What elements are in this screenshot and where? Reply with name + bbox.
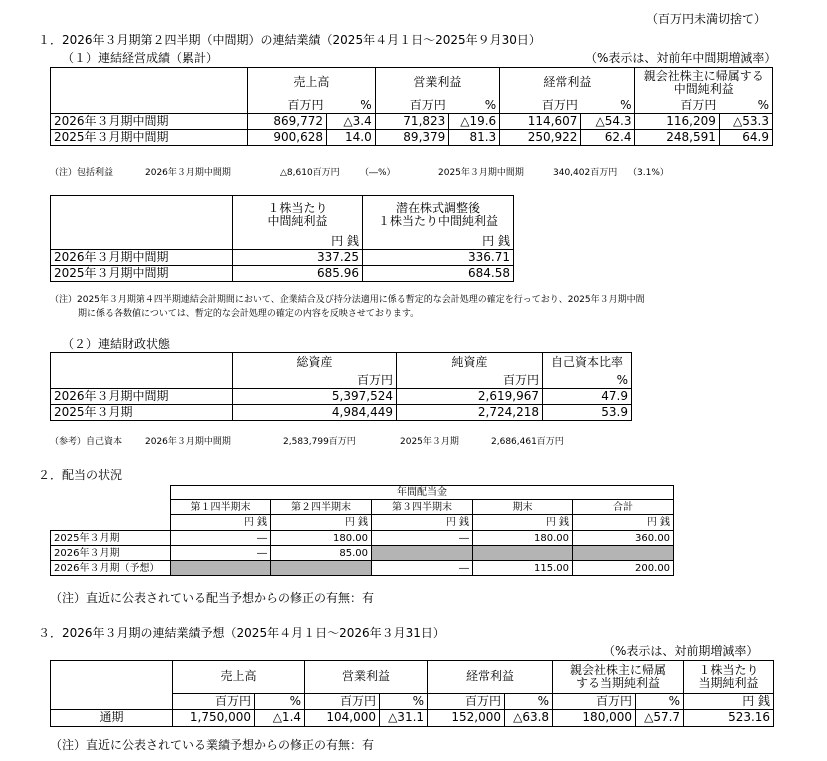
data-cell: 684.58 xyxy=(363,266,514,282)
col-net-income xyxy=(553,661,684,694)
col-diluted-eps-line1: 潜在株式調整後 xyxy=(395,200,480,215)
unit-cell: % xyxy=(255,694,305,710)
data-cell: 71,823 xyxy=(375,114,449,130)
row-label: 2025年３月期中間期 xyxy=(51,130,248,146)
table-row xyxy=(51,250,514,266)
forecast-table xyxy=(50,660,774,727)
header-blank xyxy=(51,661,173,710)
data-cell: 64.9 xyxy=(719,130,772,146)
data-cell: 523.16 xyxy=(684,710,774,727)
unit-cell: 百万円 xyxy=(305,694,380,710)
data-cell: 360.00 xyxy=(573,531,674,546)
data-cell: 114,607 xyxy=(500,114,581,130)
data-cell: 2,619,967 xyxy=(397,389,543,405)
unit-cell: 円 銭 xyxy=(271,515,372,531)
row-label: 2026年３月期中間期 xyxy=(51,250,233,266)
col-operating-income: 営業利益 xyxy=(375,68,499,98)
header-blank xyxy=(51,353,233,389)
unit-cell: % xyxy=(505,694,553,710)
data-cell: 5,397,524 xyxy=(233,389,397,405)
col-diluted-eps-line2: １株当たり中間純利益 xyxy=(377,213,498,228)
unit-cell: 百万円 xyxy=(173,694,255,710)
row-label: 2025年３月期 xyxy=(51,405,233,421)
data-cell: △1.4 xyxy=(255,710,305,727)
forecast-revision-note: （注）直近に公表されている業績予想からの修正の有無：有 xyxy=(50,738,375,752)
data-cell: 4,984,449 xyxy=(233,405,397,421)
col-q1-end: 第１四半期末 xyxy=(171,500,271,515)
dividend-revision-note: （注）直近に公表されている配当予想からの修正の有無：有 xyxy=(50,591,375,605)
shaded-cell xyxy=(271,561,372,576)
data-cell: △57.7 xyxy=(636,710,684,727)
unit-cell: 百万円 xyxy=(635,98,719,114)
comprehensive-income-value2: 340,402百万円 xyxy=(553,168,618,178)
equity-ref-value1: 2,583,799百万円 xyxy=(283,437,356,447)
table-row xyxy=(51,405,632,421)
unit-cell: % xyxy=(449,98,500,114)
unit-cell: 円 銭 xyxy=(171,515,271,531)
data-cell: △31.1 xyxy=(380,710,428,727)
unit-cell: % xyxy=(636,694,684,710)
data-cell: ― xyxy=(171,531,271,546)
data-cell: 180,000 xyxy=(553,710,636,727)
row-label: 2026年３月期中間期 xyxy=(51,114,248,130)
unit-cell: % xyxy=(581,98,635,114)
eps-table xyxy=(50,195,514,282)
unit-cell: 百万円 xyxy=(500,98,581,114)
col-net-income-line1: 親会社株主に帰属する xyxy=(643,68,764,83)
data-cell: 152,000 xyxy=(428,710,505,727)
row-label: 2025年３月期中間期 xyxy=(51,266,233,282)
data-cell: 250,922 xyxy=(500,130,581,146)
data-cell: △53.3 xyxy=(719,114,772,130)
data-cell: 89,379 xyxy=(375,130,449,146)
col-sales: 売上高 xyxy=(173,661,305,694)
equity-ref-value2: 2,686,461百万円 xyxy=(491,437,564,447)
unit-note: （百万円未満切捨て） xyxy=(646,12,767,26)
shaded-cell xyxy=(171,561,271,576)
unit-cell: 円 銭 xyxy=(473,515,573,531)
unit-cell: % xyxy=(380,694,428,710)
data-cell: 869,772 xyxy=(247,114,326,130)
data-cell: △63.8 xyxy=(505,710,553,727)
data-cell: 81.3 xyxy=(449,130,500,146)
data-cell: ― xyxy=(171,546,271,561)
comprehensive-income-value1: △8,610百万円 xyxy=(280,168,340,178)
table-row xyxy=(51,561,674,576)
eps-note-line1: （注）2025年３月期第４四半期連結会計期間において、企業結合及び持分法適用に係る暫定的な会計処理の確定を行っており、2025年３月期中間 xyxy=(50,295,645,305)
comprehensive-income-period2: 2025年３月期中間期 xyxy=(438,168,524,178)
col-q3-end: 第３四半期末 xyxy=(372,500,473,515)
col-eps-line1: １株当たり xyxy=(267,200,328,215)
col-eps-line2: 当期純利益 xyxy=(698,676,759,690)
col-net-income-line2: 中間純利益 xyxy=(673,81,734,96)
col-diluted-eps xyxy=(363,196,514,234)
table-row xyxy=(51,130,773,146)
unit-cell: 百万円 xyxy=(233,373,397,389)
data-cell: 900,628 xyxy=(247,130,326,146)
unit-cell: % xyxy=(719,98,772,114)
col-eps-line1: １株当たり xyxy=(698,662,759,677)
data-cell: 62.4 xyxy=(581,130,635,146)
row-label: 2025年３月期 xyxy=(51,531,171,546)
col-net-income-line2: する当期純利益 xyxy=(576,676,661,690)
data-cell: 337.25 xyxy=(233,250,363,266)
row-label: 2026年３月期（予想） xyxy=(51,561,171,576)
col-net-income xyxy=(635,68,773,98)
row-label: 2026年３月期 xyxy=(51,546,171,561)
equity-ref-period1: 2026年３月期中間期 xyxy=(145,437,231,447)
unit-cell: 百万円 xyxy=(247,98,326,114)
col-net-income-line1: 親会社株主に帰属 xyxy=(570,662,667,677)
data-cell: 1,750,000 xyxy=(173,710,255,727)
unit-cell: % xyxy=(326,98,375,114)
comprehensive-income-period1: 2026年３月期中間期 xyxy=(145,168,231,178)
col-year-end: 期末 xyxy=(473,500,573,515)
data-cell: 685.96 xyxy=(233,266,363,282)
dividends-table xyxy=(50,485,674,576)
sub2-title: （２）連結財政状態 xyxy=(62,337,171,351)
data-cell: 116,209 xyxy=(635,114,719,130)
unit-cell: 円 銭 xyxy=(573,515,674,531)
shaded-cell xyxy=(473,546,573,561)
data-cell: △19.6 xyxy=(449,114,500,130)
data-cell: 14.0 xyxy=(326,130,375,146)
col-sales: 売上高 xyxy=(247,68,375,98)
data-cell: 115.00 xyxy=(473,561,573,576)
comprehensive-income-rate1: （―%） xyxy=(360,168,396,178)
data-cell: 336.71 xyxy=(363,250,514,266)
header-blank xyxy=(51,68,248,114)
col-equity-ratio: 自己資本比率 xyxy=(543,353,632,373)
data-cell: 53.9 xyxy=(543,405,632,421)
comprehensive-income-rate2: （3.1%） xyxy=(628,168,669,178)
table-row xyxy=(51,710,774,727)
table-row xyxy=(51,266,514,282)
col-annual-dividend: 年間配当金 xyxy=(171,486,674,500)
col-eps xyxy=(684,661,774,694)
col-q2-end: 第２四半期末 xyxy=(271,500,372,515)
unit-cell: 円 銭 xyxy=(233,234,363,250)
header-blank xyxy=(51,486,171,531)
row-label: 2026年３月期中間期 xyxy=(51,389,233,405)
col-total: 合計 xyxy=(573,500,674,515)
col-net-assets: 純資産 xyxy=(397,353,543,373)
sub1-title: （１）連結経営成績（累計） xyxy=(62,51,219,65)
col-ordinary-income: 経常利益 xyxy=(500,68,635,98)
row-label: 通期 xyxy=(51,710,173,727)
table-row xyxy=(51,389,632,405)
data-cell: △3.4 xyxy=(326,114,375,130)
table-row xyxy=(51,531,674,546)
unit-cell: % xyxy=(543,373,632,389)
col-eps xyxy=(233,196,363,234)
data-cell: 85.00 xyxy=(271,546,372,561)
col-total-assets: 総資産 xyxy=(233,353,397,373)
data-cell: 2,724,218 xyxy=(397,405,543,421)
data-cell: 200.00 xyxy=(573,561,674,576)
comprehensive-income-label: （注）包括利益 xyxy=(50,168,114,178)
section2-title: ２．配当の状況 xyxy=(38,468,123,482)
unit-cell: 円 銭 xyxy=(684,694,774,710)
equity-ref-period2: 2025年３月期 xyxy=(400,437,459,447)
data-cell: ― xyxy=(372,561,473,576)
shaded-cell xyxy=(573,546,674,561)
col-eps-line2: 中間純利益 xyxy=(267,213,328,228)
eps-note-line2: 期に係る各数値については、暫定的な会計処理の確定の内容を反映させております。 xyxy=(78,309,420,319)
data-cell: 104,000 xyxy=(305,710,380,727)
unit-cell: 百万円 xyxy=(375,98,449,114)
unit-cell: 百万円 xyxy=(428,694,505,710)
equity-ref-label: （参考）自己資本 xyxy=(50,437,123,447)
financial-position-table xyxy=(50,352,632,421)
unit-cell: 円 銭 xyxy=(363,234,514,250)
data-cell: △54.3 xyxy=(581,114,635,130)
table-row xyxy=(51,546,674,561)
header-blank xyxy=(51,196,233,250)
col-ordinary-income: 経常利益 xyxy=(428,661,553,694)
unit-cell: 百万円 xyxy=(553,694,636,710)
data-cell: 180.00 xyxy=(473,531,573,546)
unit-cell: 百万円 xyxy=(397,373,543,389)
shaded-cell xyxy=(372,546,473,561)
section1-title: １．2026年３月期第２四半期（中間期）の連結業績（2025年４月１日～2025年９月30日） xyxy=(38,33,541,47)
table-row xyxy=(51,114,773,130)
data-cell: 180.00 xyxy=(271,531,372,546)
section3-title: ３．2026年３月期の連結業績予想（2025年４月１日～2026年３月31日） xyxy=(38,626,445,640)
operating-results-table xyxy=(50,67,773,146)
unit-cell: 円 銭 xyxy=(372,515,473,531)
col-operating-income: 営業利益 xyxy=(305,661,428,694)
data-cell: ― xyxy=(372,531,473,546)
data-cell: 47.9 xyxy=(543,389,632,405)
data-cell: 248,591 xyxy=(635,130,719,146)
section3-note-right: （%表示は、対前期増減率） xyxy=(603,644,759,658)
sub1-note-right: （%表示は、対前年中間期増減率） xyxy=(585,51,777,65)
